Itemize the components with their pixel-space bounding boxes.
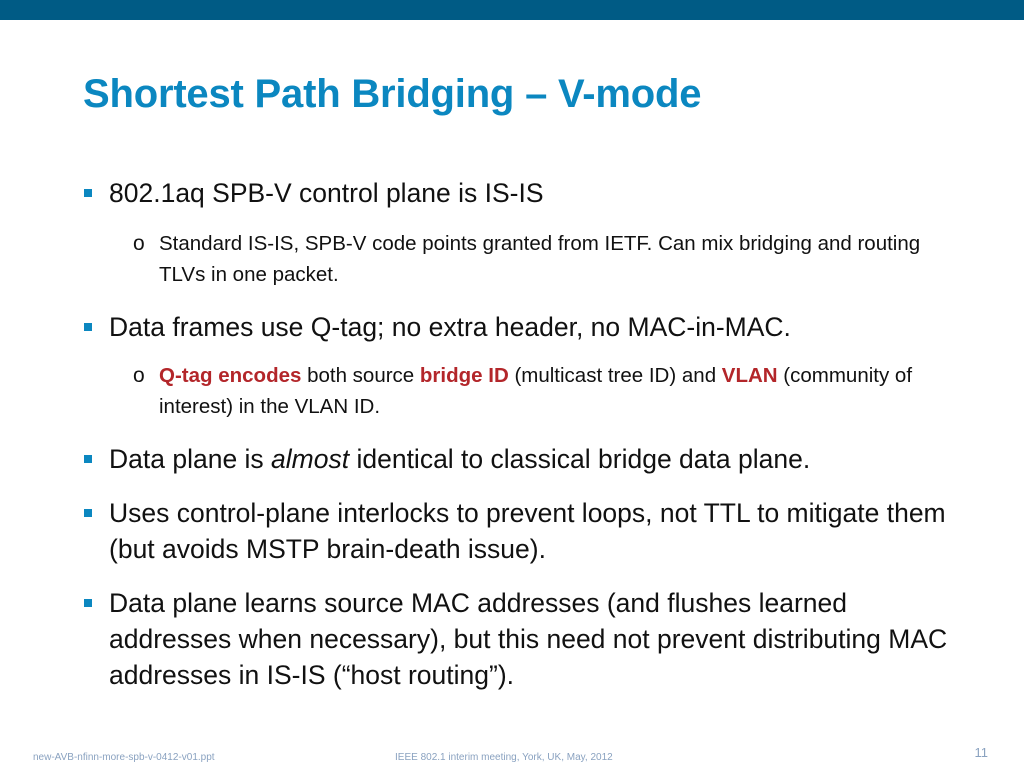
bullet-2 — [84, 309, 969, 345]
emphasis-almost: almost — [271, 444, 350, 474]
square-bullet-icon — [84, 189, 92, 197]
bullet-5-text: Data plane learns source MAC addresses (and flushes learned addresses when necessary), but this need not prevent distributing MAC addresses in IS-IS (“host routing”). — [109, 588, 948, 690]
sub-bullet-1-1-text: Standard IS-IS, SPB-V code points granted from IETF. Can mix bridging and routing TLVs in one packet. — [159, 232, 921, 286]
bullet-1-text: 802.1aq SPB-V control plane is IS-IS — [109, 178, 544, 208]
bullet-4 — [84, 495, 969, 567]
square-bullet-icon — [84, 509, 92, 517]
bullet-2-text: Data frames use Q-tag; no extra header, no MAC-in-MAC. — [109, 312, 791, 342]
square-bullet-icon — [84, 599, 92, 607]
slide-title: Shortest Path Bridging – V-mode — [83, 72, 702, 116]
bullet-4-text: Uses control-plane interlocks to prevent loops, not TTL to mitigate them (but avoids MSTP brain-death issue). — [109, 498, 946, 564]
footer-meeting: IEEE 802.1 interim meeting, York, UK, May, 2012 — [395, 752, 613, 763]
page-number: 11 — [974, 745, 988, 760]
square-bullet-icon — [84, 323, 92, 331]
footer-filename: new-AVB-nfinn-more-spb-v-0412-v01.ppt — [33, 752, 215, 763]
top-banner — [0, 0, 1024, 20]
sub-bullet-2-1-text-c: (community of interest) in the VLAN ID. — [159, 364, 913, 418]
emphasis-bridge-id: bridge ID — [419, 364, 509, 387]
square-bullet-icon — [84, 455, 92, 463]
sub-bullet-1-1 — [133, 228, 949, 290]
circle-bullet-icon: o — [133, 232, 145, 255]
circle-bullet-icon: o — [133, 364, 145, 387]
sub-bullet-2-1-text-a: both source — [301, 364, 420, 387]
sub-bullet-2-1-text-b: (multicast tree ID) and — [508, 364, 722, 387]
bullet-5 — [84, 585, 969, 693]
emphasis-vlan: VLAN — [721, 364, 778, 387]
sub-bullet-2-1 — [133, 360, 949, 422]
bullet-1 — [84, 175, 969, 211]
emphasis-q-tag-encodes: Q-tag encodes — [159, 364, 302, 387]
bullet-3-text-b: identical to classical bridge data plane. — [349, 444, 811, 474]
bullet-3-text-a: Data plane is — [109, 444, 272, 474]
bullet-3 — [84, 441, 969, 477]
